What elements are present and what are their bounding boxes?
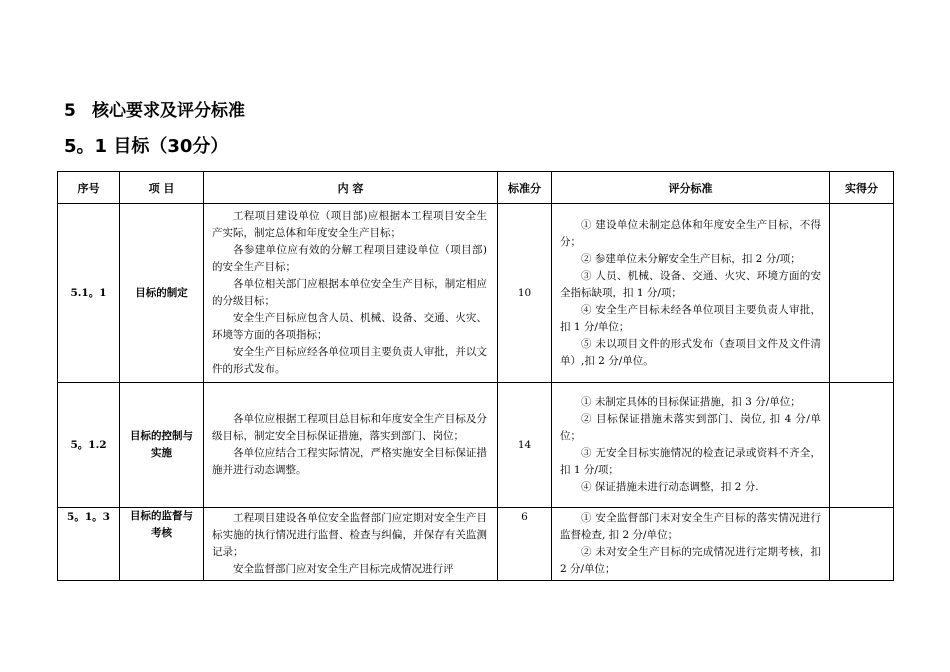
row-content (204, 383, 498, 508)
criteria-item: ① 安全监督部门未对安全生产目标的落实情况进行监督检查, 扣 2 分/单位； (560, 512, 821, 541)
criteria-item: ③ 无安全目标实施情况的检查记录或资料不齐全，扣 1 分/项； (560, 447, 821, 476)
header-content: 内 容 (204, 172, 498, 204)
criteria-item: ② 未对安全生产目标的完成情况进行定期考核，扣 2 分/单位； (560, 546, 821, 575)
row-actual-score (830, 204, 894, 383)
header-standard-score: 标准分 (498, 172, 552, 204)
header-no: 序号 (58, 172, 120, 204)
criteria-item: ③ 人员、机械、设备、交通、火灾、环境方面的安全指标缺项，扣 1 分/项； (560, 269, 821, 299)
row-number: 5。1。3 (58, 508, 120, 581)
row-standard-score: 10 (498, 204, 552, 383)
row-number: 5.1。1 (58, 204, 120, 383)
table-row (58, 508, 894, 581)
criteria-item: ⑤ 未以项目文件的形式发布（查项目文件及文件清单）,扣 2 分/单位。 (560, 337, 821, 367)
section-heading (64, 96, 245, 121)
subsection-heading: 5。1 目标（30分） (64, 136, 229, 157)
row-actual-score (830, 383, 894, 508)
row-criteria (552, 508, 830, 581)
row-standard-score: 6 (498, 508, 552, 581)
criteria-item: ① 建设单位未制定总体和年度安全生产目标，不得分； (560, 218, 821, 248)
content-paragraph: 各单位应根据工程项目总目标和年度安全生产目标及分级目标，制定安全目标保证措施，落实到部门、岗位； (212, 413, 487, 442)
content-paragraph: 各参建单位应有效的分解工程项目建设单位（项目部)的安全生产目标； (212, 244, 487, 273)
row-criteria (552, 383, 830, 508)
row-actual-score (830, 508, 894, 581)
content-paragraph: 各单位应结合工程实际情况，严格实施安全目标保证措施并进行动态调整。 (212, 447, 487, 476)
row-item: 目标的控制与实施 (120, 383, 204, 508)
content-paragraph: 安全生产目标应经各单位项目主要负责人审批，并以文件的形式发布。 (212, 346, 487, 375)
criteria-item: ④ 安全生产目标未经各单位项目主要负责人审批，扣 1 分/单位； (560, 303, 821, 333)
table-header-row (58, 172, 894, 204)
row-item: 目标的监督与考核 (120, 508, 204, 581)
header-actual-score: 实得分 (830, 172, 894, 204)
section-number: 5 (64, 101, 76, 121)
content-paragraph: 安全生产目标应包含人员、机械、设备、交通、火灾、环境等方面的各项指标； (212, 312, 487, 341)
header-item: 项 目 (120, 172, 204, 204)
row-standard-score: 14 (498, 383, 552, 508)
content-paragraph: 工程项目建设各单位安全监督部门应定期对安全生产目标实施的执行情况进行监督、检查与纠偏，并保存有关监测记录； (212, 512, 487, 558)
row-item: 目标的制定 (120, 204, 204, 383)
row-number: 5。1.2 (58, 383, 120, 508)
row-content (204, 508, 498, 581)
section-title: 核心要求及评分标准 (92, 101, 245, 121)
row-content (204, 204, 498, 383)
table-row (58, 383, 894, 508)
criteria-item: ④ 保证措施未进行动态调整，扣 2 分. (581, 481, 759, 493)
criteria-item: ② 目标保证措施未落实到部门、岗位, 扣 4 分/单位； (560, 413, 821, 442)
criteria-item: ① 未制定具体的目标保证措施，扣 3 分/单位； (581, 396, 801, 408)
header-criteria: 评分标准 (552, 172, 830, 204)
criteria-item: ② 参建单位未分解安全生产目标，扣 2 分/项； (581, 252, 801, 265)
content-paragraph: 安全监督部门应对安全生产目标完成情况进行评 (233, 563, 454, 575)
content-paragraph: 各单位相关部门应根据本单位安全生产目标，制定相应的分级目标； (212, 278, 487, 307)
table-row (58, 204, 894, 383)
row-criteria (552, 204, 830, 383)
scoring-table (57, 171, 894, 581)
content-paragraph: 工程项目建设单位（项目部)应根据本工程项目安全生产实际，制定总体和年度安全生产目标； (212, 210, 487, 239)
